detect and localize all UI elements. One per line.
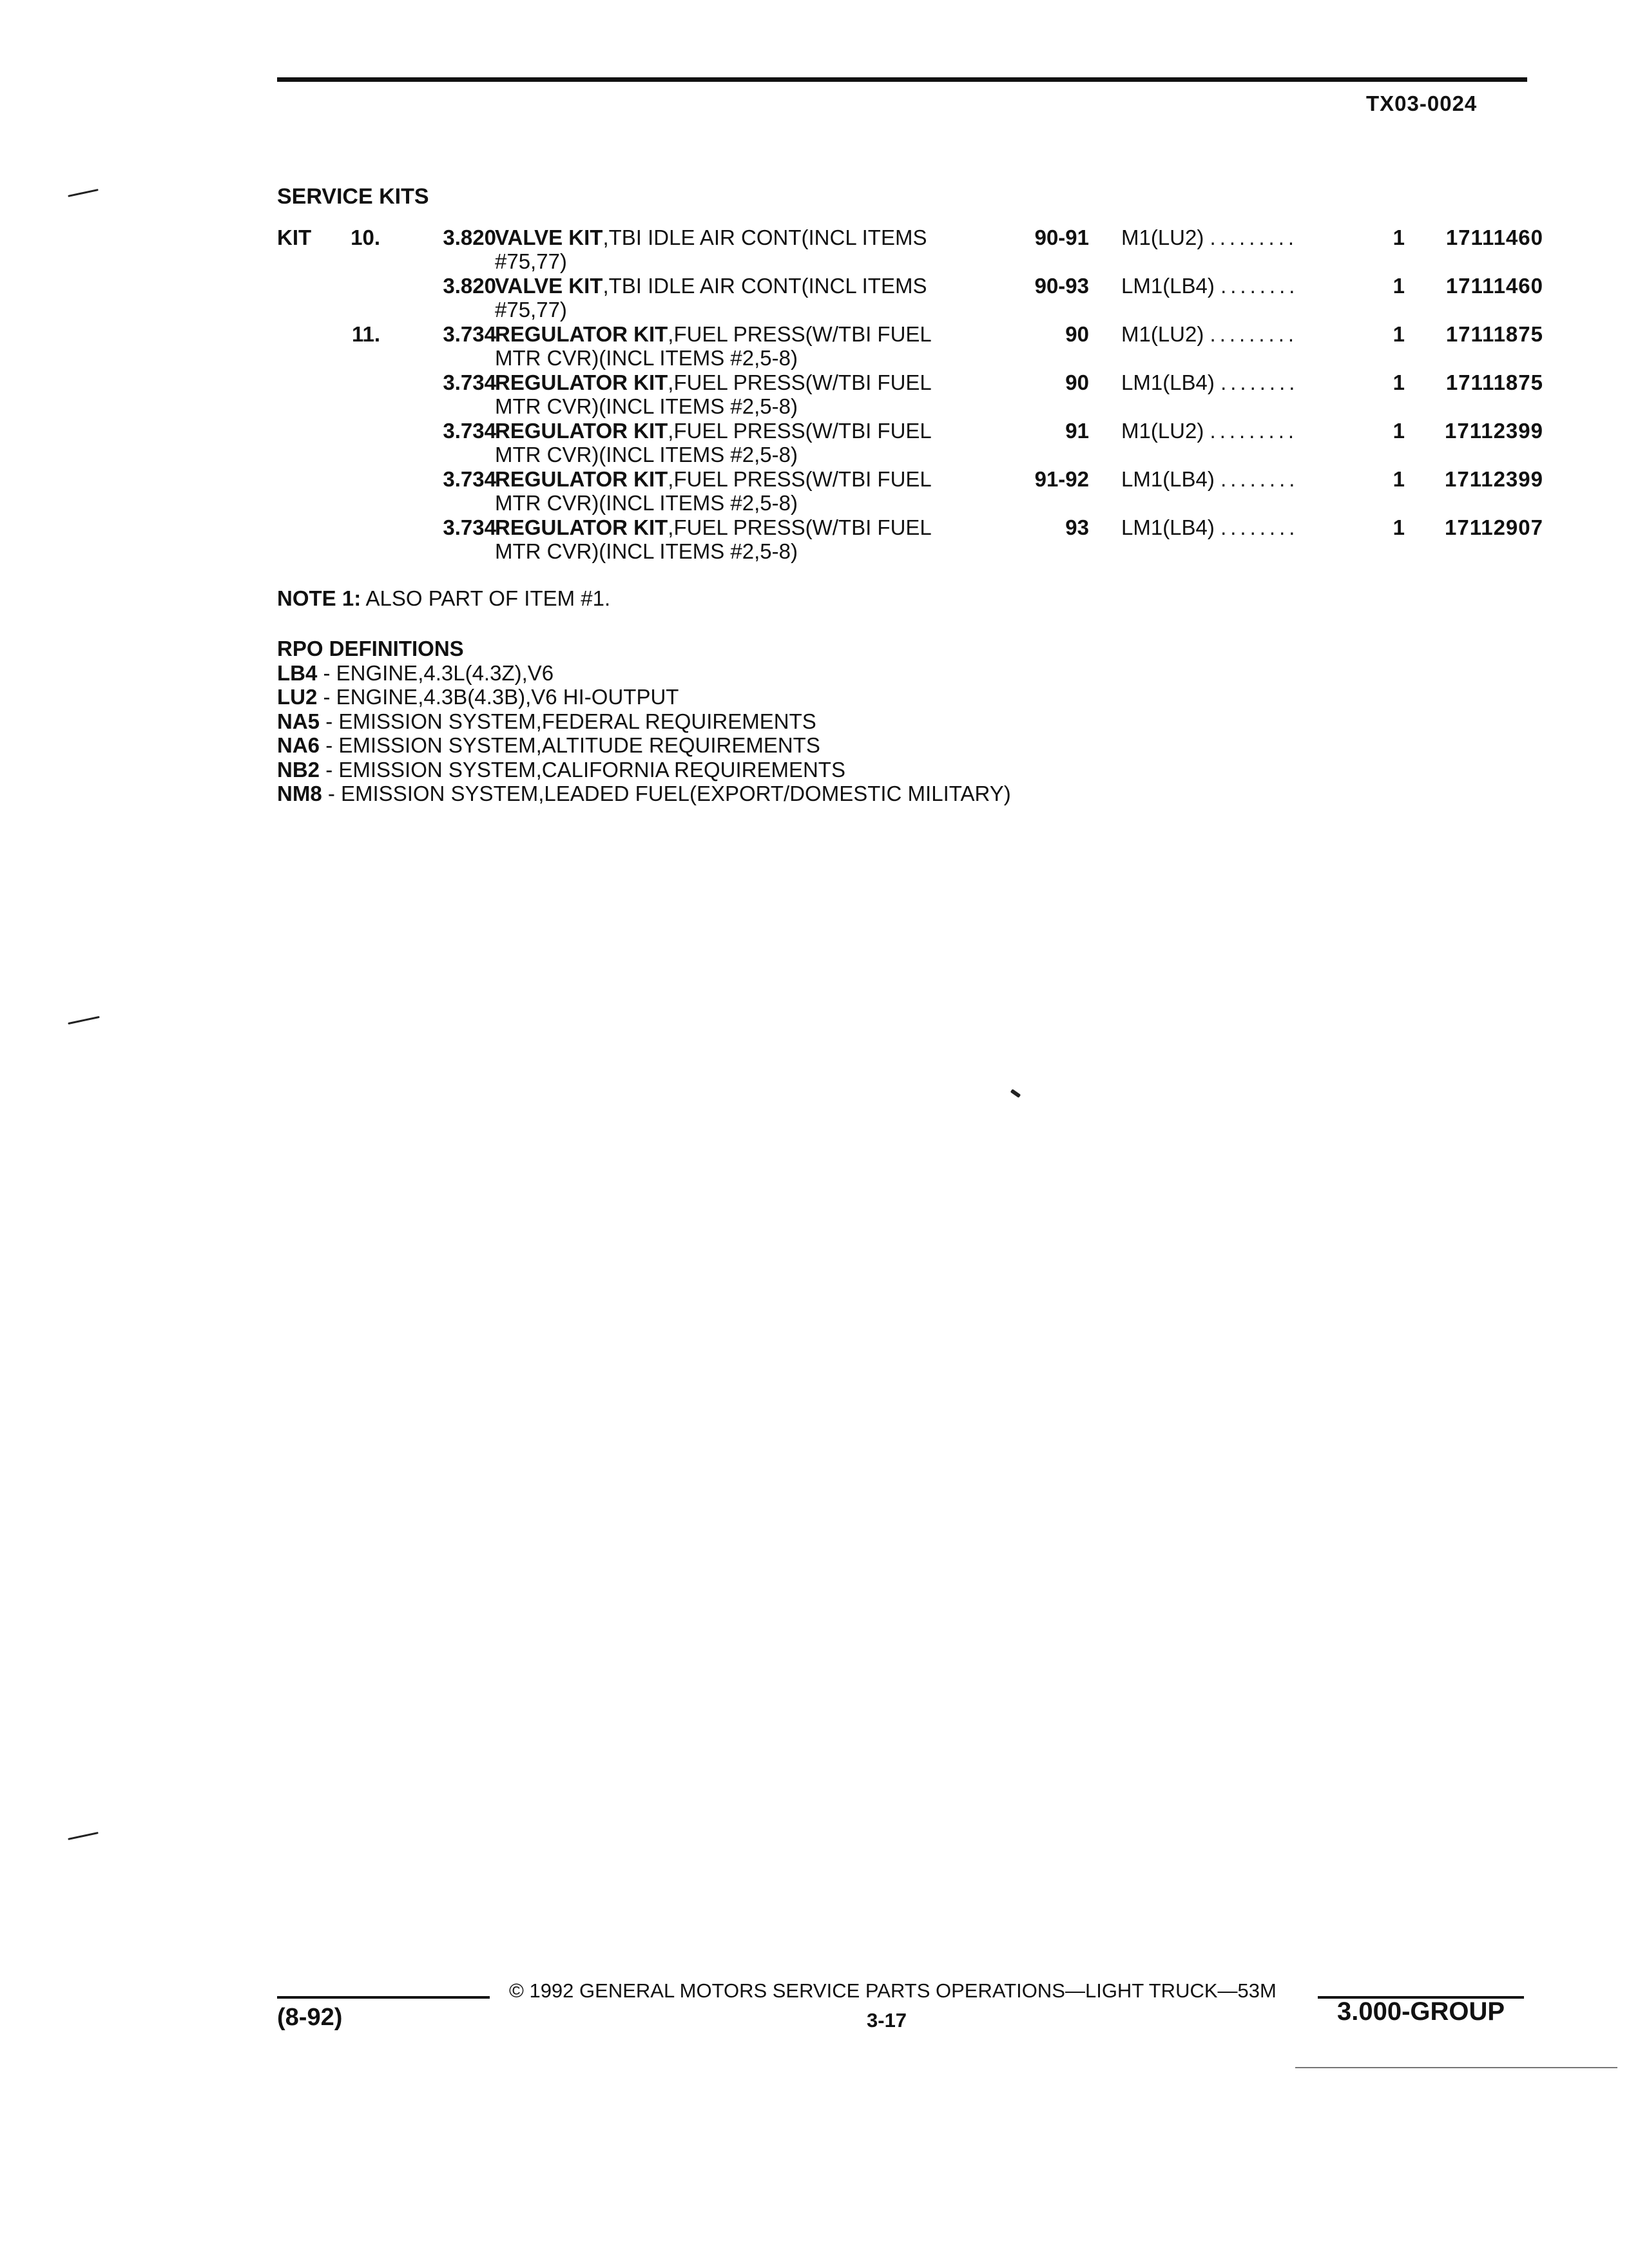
kit-row — [277, 226, 1543, 274]
rpo-item — [277, 709, 1011, 734]
rpo-item — [277, 685, 1011, 709]
kit-years: 91 — [1065, 419, 1089, 443]
kit-model — [1121, 515, 1353, 539]
kit-leader-dots: ........ — [1220, 370, 1299, 394]
kit-part-number: 17112399 — [1444, 419, 1543, 443]
kit-desc-line2: MTR CVR)(INCL ITEMS #2,5-8) — [495, 443, 798, 466]
kit-model — [1121, 322, 1353, 346]
rpo-code: NA6 — [277, 733, 320, 757]
kit-ref: 3.734 — [443, 467, 496, 491]
rpo-item — [277, 661, 1011, 686]
kit-description — [495, 370, 985, 418]
kit-description — [495, 226, 985, 273]
kit-ref: 3.734 — [443, 419, 496, 443]
kit-part-number: 17111460 — [1445, 226, 1543, 249]
kit-name: REGULATOR KIT — [495, 467, 668, 491]
kit-name: VALVE KIT — [495, 226, 603, 249]
kit-description — [495, 467, 985, 515]
rpo-text: - EMISSION SYSTEM,FEDERAL REQUIREMENTS — [320, 709, 816, 733]
kit-ref: 3.734 — [443, 515, 496, 539]
kit-desc-line2: #75,77) — [495, 298, 567, 322]
kit-ref: 3.820 — [443, 274, 496, 298]
kit-desc-line1: ,FUEL PRESS(W/TBI FUEL — [668, 515, 932, 539]
kit-quantity: 1 — [1393, 419, 1405, 443]
kit-model — [1121, 467, 1353, 491]
kit-model-code: LM1(LB4) — [1121, 274, 1215, 298]
kit-model — [1121, 274, 1353, 298]
rpo-text: - EMISSION SYSTEM,CALIFORNIA REQUIREMENTS — [320, 757, 845, 782]
kit-ref: 3.820 — [443, 226, 496, 249]
kit-ref: 3.734 — [443, 322, 496, 346]
scan-artifact — [68, 1832, 99, 1840]
kit-desc-line2: #75,77) — [495, 249, 567, 273]
kit-row — [277, 419, 1543, 467]
kit-part-number: 17111460 — [1445, 274, 1543, 298]
rpo-code: LU2 — [277, 685, 318, 709]
footer-page-number: 3-17 — [867, 2009, 907, 2032]
kit-desc-line2: MTR CVR)(INCL ITEMS #2,5-8) — [495, 394, 798, 418]
kit-part-number: 17112399 — [1444, 467, 1543, 491]
kit-row — [277, 274, 1543, 322]
service-kits-table — [277, 226, 1543, 564]
rpo-code: NM8 — [277, 782, 322, 805]
kit-leader-dots: ........ — [1220, 467, 1299, 491]
note-label: NOTE 1: — [277, 586, 361, 610]
kit-row — [277, 370, 1543, 419]
scan-artifact — [68, 1016, 100, 1024]
kit-model-code: M1(LU2) — [1121, 226, 1204, 249]
footer-date: (8-92) — [277, 2004, 343, 2031]
kit-part-number: 17112907 — [1444, 515, 1543, 539]
kit-number: 10. — [351, 226, 380, 249]
kit-leader-dots: ......... — [1210, 419, 1298, 443]
kit-description — [495, 322, 985, 370]
kit-name: REGULATOR KIT — [495, 419, 668, 443]
kit-years: 91-92 — [1034, 467, 1089, 491]
rpo-item — [277, 758, 1011, 782]
scan-artifact — [1010, 1089, 1021, 1098]
kit-leader-dots: ........ — [1220, 515, 1299, 539]
footer-group: 3.000-GROUP — [1337, 1997, 1505, 2026]
scan-artifact — [68, 189, 99, 197]
document-id: TX03-0024 — [1366, 91, 1478, 115]
kit-desc-line2: MTR CVR)(INCL ITEMS #2,5-8) — [495, 539, 798, 563]
kit-model-code: M1(LU2) — [1121, 419, 1204, 443]
kit-number: 11. — [351, 322, 380, 346]
kit-desc-line1: ,TBI IDLE AIR CONT(INCL ITEMS — [602, 274, 927, 298]
kit-years: 90-93 — [1034, 274, 1089, 298]
footer-rule-left — [277, 1996, 490, 1999]
note — [277, 586, 610, 611]
rpo-code: NA5 — [277, 709, 320, 733]
kit-quantity: 1 — [1393, 226, 1405, 249]
kit-label: KIT — [277, 226, 312, 249]
rpo-definitions — [277, 637, 1011, 806]
rpo-code: NB2 — [277, 757, 320, 782]
kit-row — [277, 515, 1543, 564]
kit-description — [495, 515, 985, 563]
rpo-code: LB4 — [277, 660, 318, 685]
kit-model — [1121, 419, 1353, 443]
kit-years: 90 — [1065, 322, 1089, 346]
kit-quantity: 1 — [1393, 274, 1405, 298]
kit-years: 90-91 — [1034, 226, 1089, 249]
kit-name: REGULATOR KIT — [495, 370, 668, 394]
kit-row — [277, 467, 1543, 515]
kit-row — [277, 322, 1543, 370]
kit-quantity: 1 — [1393, 370, 1405, 394]
kit-leader-dots: ........ — [1220, 274, 1299, 298]
kit-model — [1121, 226, 1353, 249]
kit-ref: 3.734 — [443, 370, 496, 394]
kit-quantity: 1 — [1393, 515, 1405, 539]
kit-model-code: LM1(LB4) — [1121, 515, 1215, 539]
kit-model-code: LM1(LB4) — [1121, 467, 1215, 491]
section-title: SERVICE KITS — [277, 184, 429, 209]
kit-name: VALVE KIT — [495, 274, 603, 298]
kit-quantity: 1 — [1393, 322, 1405, 346]
note-text: ALSO PART OF ITEM #1. — [365, 586, 611, 610]
kit-years: 90 — [1065, 370, 1089, 394]
kit-name: REGULATOR KIT — [495, 515, 668, 539]
kit-model-code: M1(LU2) — [1121, 322, 1204, 346]
rpo-title: RPO DEFINITIONS — [277, 637, 464, 660]
rpo-text: - EMISSION SYSTEM,ALTITUDE REQUIREMENTS — [320, 733, 820, 757]
rpo-text: - ENGINE,4.3L(4.3Z),V6 — [317, 660, 554, 685]
rpo-item — [277, 782, 1011, 806]
kit-quantity: 1 — [1393, 467, 1405, 491]
kit-desc-line2: MTR CVR)(INCL ITEMS #2,5-8) — [495, 346, 798, 370]
kit-description — [495, 419, 985, 466]
kit-description — [495, 274, 985, 322]
rpo-text: - ENGINE,4.3B(4.3B),V6 HI-OUTPUT — [317, 685, 679, 709]
footer-copyright: © 1992 GENERAL MOTORS SERVICE PARTS OPERATIONS—LIGHT TRUCK—53M — [509, 1979, 1277, 2002]
kit-part-number: 17111875 — [1445, 370, 1543, 394]
kit-leader-dots: ......... — [1210, 226, 1298, 249]
kit-years: 93 — [1065, 515, 1089, 539]
kit-model-code: LM1(LB4) — [1121, 370, 1215, 394]
kit-desc-line1: ,FUEL PRESS(W/TBI FUEL — [668, 419, 932, 443]
rpo-text: - EMISSION SYSTEM,LEADED FUEL(EXPORT/DOMESTIC MILITARY) — [322, 782, 1011, 805]
top-rule — [277, 77, 1527, 82]
kit-desc-line1: ,FUEL PRESS(W/TBI FUEL — [668, 370, 932, 394]
kit-desc-line1: ,FUEL PRESS(W/TBI FUEL — [668, 322, 932, 346]
kit-desc-line1: ,TBI IDLE AIR CONT(INCL ITEMS — [602, 226, 927, 249]
kit-name: REGULATOR KIT — [495, 322, 668, 346]
kit-leader-dots: ......... — [1210, 322, 1298, 346]
kit-part-number: 17111875 — [1445, 322, 1543, 346]
kit-desc-line1: ,FUEL PRESS(W/TBI FUEL — [668, 467, 932, 491]
rpo-item — [277, 733, 1011, 758]
kit-model — [1121, 370, 1353, 394]
footer-scan-rule — [1295, 2067, 1617, 2068]
kit-desc-line2: MTR CVR)(INCL ITEMS #2,5-8) — [495, 491, 798, 515]
